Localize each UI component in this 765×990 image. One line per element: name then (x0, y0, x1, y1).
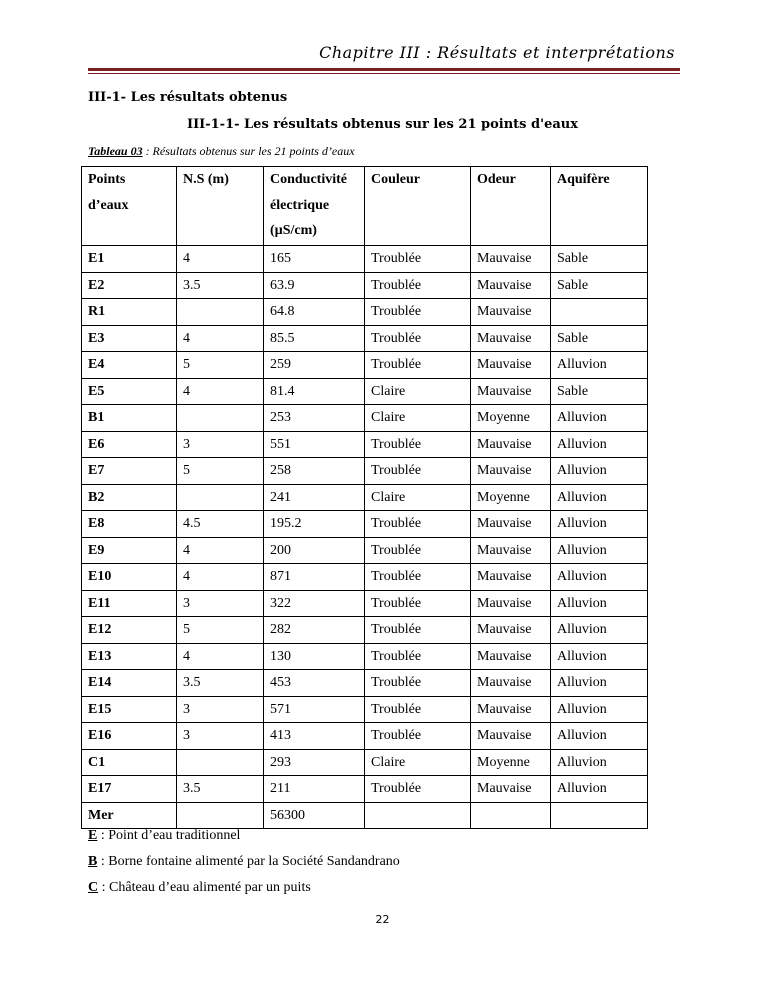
table-cell: Mauvaise (471, 564, 551, 591)
table-cell: 4 (177, 643, 264, 670)
table-cell: 195.2 (264, 511, 365, 538)
table-cell: 3 (177, 723, 264, 750)
table-row (82, 723, 648, 750)
table-row (82, 670, 648, 697)
table-row (82, 802, 648, 829)
table-cell: Alluvion (551, 670, 648, 697)
point-id-cell: E2 (82, 272, 177, 299)
legend-key: C (88, 880, 99, 895)
table-cell: 4.5 (177, 511, 264, 538)
table-cell: 3 (177, 590, 264, 617)
table-cell: 4 (177, 564, 264, 591)
table-row (82, 246, 648, 273)
table-cell: 5 (177, 352, 264, 379)
column-header-line: Couleur (371, 172, 420, 187)
table-cell: Claire (365, 378, 471, 405)
point-id-cell: E14 (82, 670, 177, 697)
table-cell (177, 802, 264, 829)
table-row (82, 564, 648, 591)
table-cell: Troublée (365, 776, 471, 803)
table-cell: Alluvion (551, 749, 648, 776)
table-cell: Troublée (365, 272, 471, 299)
table-cell: 871 (264, 564, 365, 591)
results-table (81, 166, 648, 829)
table-row (82, 617, 648, 644)
table-row (82, 352, 648, 379)
table-row (82, 749, 648, 776)
table-cell: Troublée (365, 617, 471, 644)
table-cell: 165 (264, 246, 365, 273)
table-cell: Alluvion (551, 458, 648, 485)
table-cell: Mauvaise (471, 590, 551, 617)
point-id-cell: E13 (82, 643, 177, 670)
table-cell (365, 802, 471, 829)
table-cell: Mauvaise (471, 272, 551, 299)
table-cell: 253 (264, 405, 365, 432)
table-cell: Sable (551, 246, 648, 273)
point-id-cell: E4 (82, 352, 177, 379)
point-id-cell: E7 (82, 458, 177, 485)
column-header (471, 167, 551, 246)
header-rule-thick (88, 68, 680, 71)
table-cell: 63.9 (264, 272, 365, 299)
table-caption-text: : Résultats obtenus sur les 21 points d’eaux (142, 144, 355, 158)
legend-key: E (88, 828, 98, 843)
legend-item-b (88, 854, 400, 870)
legend-text: : Château d’eau alimenté par un puits (98, 880, 311, 895)
table-cell: Troublée (365, 511, 471, 538)
table-cell: 3 (177, 431, 264, 458)
table-cell: 130 (264, 643, 365, 670)
legend-item-e (88, 828, 240, 844)
table-cell: 258 (264, 458, 365, 485)
legend-text: : Point d’eau traditionnel (97, 828, 241, 843)
column-header-line: Conductivité (270, 172, 347, 187)
table-cell: Mauvaise (471, 378, 551, 405)
table-cell: Moyenne (471, 405, 551, 432)
table-cell: 64.8 (264, 299, 365, 326)
table-cell: Mauvaise (471, 617, 551, 644)
table-cell: 56300 (264, 802, 365, 829)
table-cell (551, 802, 648, 829)
table-caption (88, 144, 355, 159)
table-cell: Mauvaise (471, 776, 551, 803)
point-id-cell: E3 (82, 325, 177, 352)
table-cell: Troublée (365, 431, 471, 458)
subsection-title-wrapper (0, 117, 765, 132)
table-cell: Mauvaise (471, 325, 551, 352)
table-row (82, 696, 648, 723)
point-id-cell: E16 (82, 723, 177, 750)
table-cell: Claire (365, 749, 471, 776)
table-row (82, 484, 648, 511)
table-cell: 322 (264, 590, 365, 617)
table-row (82, 537, 648, 564)
table-cell: 4 (177, 246, 264, 273)
table-row (82, 776, 648, 803)
legend-item-c (88, 880, 311, 896)
table-cell: 5 (177, 617, 264, 644)
table-cell: Troublée (365, 696, 471, 723)
table-cell: Mauvaise (471, 511, 551, 538)
table-cell: 3.5 (177, 776, 264, 803)
table-cell (551, 299, 648, 326)
table-cell: Troublée (365, 325, 471, 352)
table-cell: 3.5 (177, 272, 264, 299)
table-row (82, 378, 648, 405)
table-row (82, 458, 648, 485)
table-cell: Alluvion (551, 352, 648, 379)
table-row (82, 511, 648, 538)
point-id-cell: E5 (82, 378, 177, 405)
column-header-line: électrique (270, 197, 330, 213)
table-cell: 282 (264, 617, 365, 644)
legend-key: B (88, 854, 98, 869)
table-cell: Alluvion (551, 723, 648, 750)
table-cell: 4 (177, 378, 264, 405)
table-cell: Mauvaise (471, 696, 551, 723)
column-header-line: Points (88, 172, 126, 187)
section-title: III-1- Les résultats obtenus (88, 90, 288, 105)
table-cell: 259 (264, 352, 365, 379)
table-cell: Mauvaise (471, 537, 551, 564)
chapter-header-title: Chapitre III : Résultats et interprétations (319, 43, 675, 62)
table-cell (177, 299, 264, 326)
table-cell: Alluvion (551, 590, 648, 617)
column-header (82, 167, 177, 246)
table-body (82, 246, 648, 829)
table-cell: Claire (365, 484, 471, 511)
table-header-row (82, 167, 648, 246)
table-cell: 211 (264, 776, 365, 803)
page-number: 22 (375, 913, 390, 926)
point-id-cell: E11 (82, 590, 177, 617)
table-cell: Moyenne (471, 749, 551, 776)
table-row (82, 590, 648, 617)
table-cell: 4 (177, 325, 264, 352)
table-cell (177, 405, 264, 432)
table-cell (471, 802, 551, 829)
column-header-line: N.S (m) (183, 172, 229, 187)
point-id-cell: E10 (82, 564, 177, 591)
table-caption-label: Tableau 03 (88, 144, 143, 158)
table-cell: Troublée (365, 590, 471, 617)
table-cell: Alluvion (551, 537, 648, 564)
table-cell: Alluvion (551, 405, 648, 432)
table-cell: Alluvion (551, 643, 648, 670)
table-cell: Troublée (365, 299, 471, 326)
table-cell (177, 749, 264, 776)
table-cell: Moyenne (471, 484, 551, 511)
table-cell: Troublée (365, 723, 471, 750)
table-cell: Troublée (365, 246, 471, 273)
table-cell: Mauvaise (471, 458, 551, 485)
table-cell: Claire (365, 405, 471, 432)
table-row (82, 643, 648, 670)
table-cell: Alluvion (551, 617, 648, 644)
header-rule-thin (88, 73, 680, 74)
column-header (551, 167, 648, 246)
table-cell: Alluvion (551, 511, 648, 538)
column-header-line: Aquifère (557, 172, 610, 187)
table-cell: 241 (264, 484, 365, 511)
table-cell: Mauvaise (471, 352, 551, 379)
table-cell: Mauvaise (471, 299, 551, 326)
point-id-cell: B1 (82, 405, 177, 432)
table-row (82, 405, 648, 432)
table-cell: Mauvaise (471, 431, 551, 458)
point-id-cell: C1 (82, 749, 177, 776)
table-cell: 3.5 (177, 670, 264, 697)
table-cell: 293 (264, 749, 365, 776)
table-cell: Sable (551, 272, 648, 299)
table-row (82, 325, 648, 352)
point-id-cell: E1 (82, 246, 177, 273)
column-header-line: Odeur (477, 172, 516, 187)
table-cell: 551 (264, 431, 365, 458)
point-id-cell: B2 (82, 484, 177, 511)
column-header-line: (µS/cm) (270, 223, 317, 238)
table-row (82, 299, 648, 326)
legend-text: : Borne fontaine alimenté par la Société Sandandrano (97, 854, 400, 869)
table-cell: Sable (551, 325, 648, 352)
table-cell: Sable (551, 378, 648, 405)
point-id-cell: R1 (82, 299, 177, 326)
point-id-cell: E6 (82, 431, 177, 458)
table-row (82, 272, 648, 299)
table-cell: Troublée (365, 352, 471, 379)
table-cell: Alluvion (551, 431, 648, 458)
point-id-cell: E9 (82, 537, 177, 564)
column-header (264, 167, 365, 246)
table-cell: Alluvion (551, 776, 648, 803)
table-cell: Mauvaise (471, 643, 551, 670)
table-cell: Alluvion (551, 564, 648, 591)
table-cell: 85.5 (264, 325, 365, 352)
point-id-cell: E17 (82, 776, 177, 803)
table-cell: Mauvaise (471, 246, 551, 273)
point-id-cell: Mer (82, 802, 177, 829)
table-cell: Troublée (365, 670, 471, 697)
table-cell: Alluvion (551, 484, 648, 511)
table-cell: Troublée (365, 537, 471, 564)
column-header (177, 167, 264, 246)
table-cell: 4 (177, 537, 264, 564)
table-cell: Troublée (365, 643, 471, 670)
point-id-cell: E15 (82, 696, 177, 723)
table-cell: Troublée (365, 564, 471, 591)
column-header-line: d’eaux (88, 197, 129, 213)
point-id-cell: E12 (82, 617, 177, 644)
table-cell: 453 (264, 670, 365, 697)
table-cell: 200 (264, 537, 365, 564)
table-cell: 413 (264, 723, 365, 750)
column-header (365, 167, 471, 246)
table-cell (177, 484, 264, 511)
table-cell: Mauvaise (471, 723, 551, 750)
table-cell: 3 (177, 696, 264, 723)
point-id-cell: E8 (82, 511, 177, 538)
table-cell: Alluvion (551, 696, 648, 723)
table-cell: 571 (264, 696, 365, 723)
table-cell: 81.4 (264, 378, 365, 405)
table-cell: 5 (177, 458, 264, 485)
table-cell: Mauvaise (471, 670, 551, 697)
subsection-title: III-1-1- Les résultats obtenus sur les 21 points d'eaux (187, 117, 578, 132)
table-row (82, 431, 648, 458)
table-cell: Troublée (365, 458, 471, 485)
